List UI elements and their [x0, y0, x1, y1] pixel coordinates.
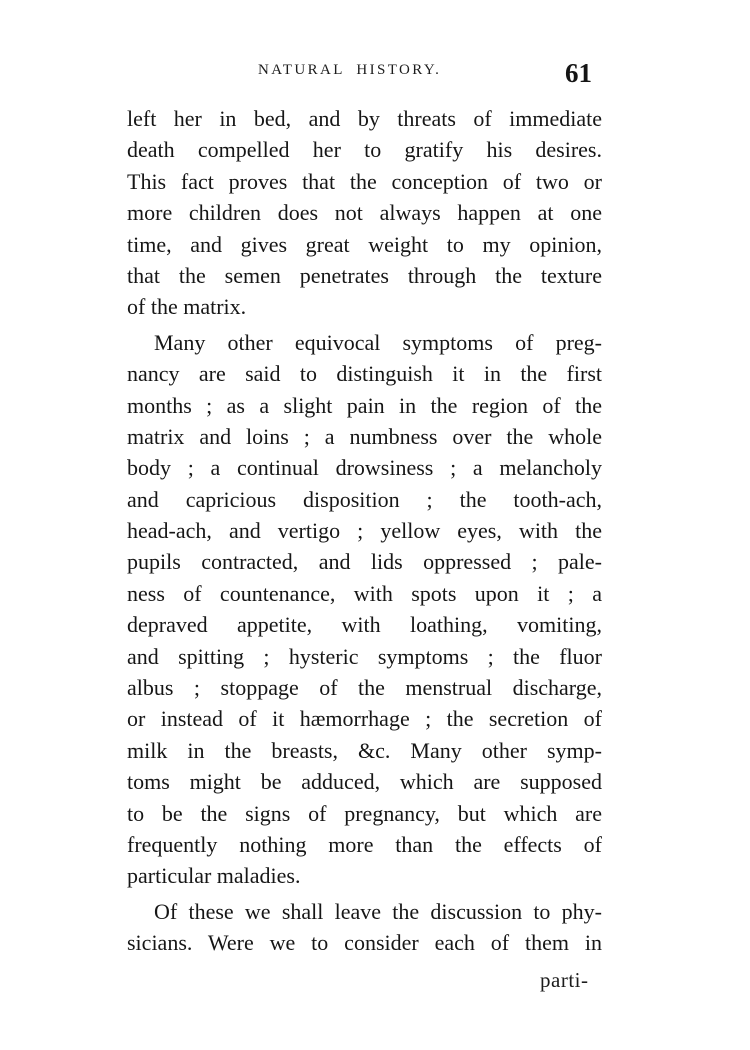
text-line: head-ach, and vertigo ; yellow eyes, with the: [127, 518, 602, 544]
text-line: more children does not always happen at one: [127, 200, 602, 226]
text-line: depraved appetite, with loathing, vomiting,: [127, 612, 602, 638]
body-text: [127, 103, 602, 959]
text-line: frequently nothing more than the effects of: [127, 831, 602, 857]
text-line: particular maladies.: [127, 863, 301, 889]
text-line: albus ; stoppage of the menstrual discharge,: [127, 675, 602, 701]
text-line: that the semen penetrates through the texture: [127, 262, 602, 288]
catchword: parti-: [540, 968, 589, 992]
paragraph-1: [127, 103, 602, 323]
paragraph-2: [127, 327, 602, 892]
text-line: death compelled her to gratify his desires.: [127, 137, 602, 163]
running-title: NATURAL HISTORY.: [258, 62, 442, 78]
text-line: or instead of it hæmorrhage ; the secretion of: [127, 706, 602, 732]
text-line: of the matrix.: [127, 294, 247, 320]
text-line: pupils contracted, and lids oppressed ; pale-: [127, 549, 602, 575]
text-line: This fact proves that the conception of two or: [127, 168, 602, 194]
text-line: to be the signs of pregnancy, but which are: [127, 800, 602, 826]
text-line: toms might be adduced, which are supposed: [127, 769, 602, 795]
text-line: months ; as a slight pain in the region of the: [127, 392, 602, 418]
text-line: Of these we shall leave the discussion to phy-: [154, 898, 602, 924]
text-line: body ; a continual drowsiness ; a melancholy: [127, 455, 602, 481]
text-line: and capricious disposition ; the tooth-ach,: [127, 486, 602, 512]
text-line: and spitting ; hysteric symptoms ; the fluor: [127, 643, 602, 669]
text-line: Many other equivocal symptoms of preg-: [154, 329, 602, 355]
text-line: ness of countenance, with spots upon it ; a: [127, 580, 602, 606]
text-line: milk in the breasts, &c. Many other symp-: [127, 737, 602, 763]
text-line: sicians. Were we to consider each of them in: [127, 930, 602, 956]
text-line: nancy are said to distinguish it in the first: [127, 361, 602, 387]
text-line: time, and gives great weight to my opinion,: [127, 231, 602, 257]
page-number: 61: [565, 58, 592, 88]
text-line: matrix and loins ; a numbness over the whole: [127, 423, 602, 449]
text-line: left her in bed, and by threats of immediate: [127, 106, 602, 131]
paragraph-3: [127, 896, 602, 959]
